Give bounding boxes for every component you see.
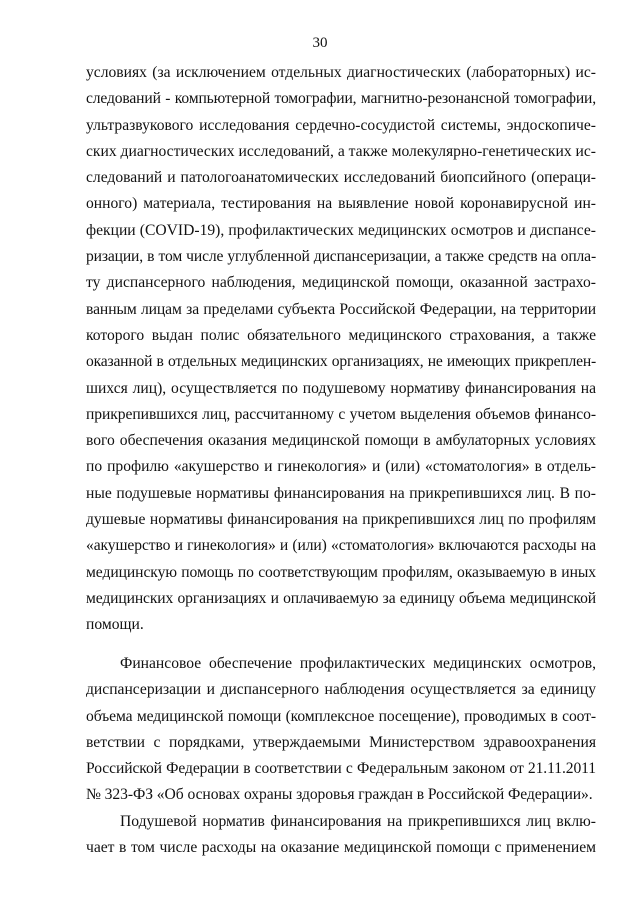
text-line: условиях (за исключением отдельных диагностических (лабораторных) ис- — [86, 64, 596, 81]
text-line: шихся лиц), осуществляется по подушевому нормативу финансирования на — [86, 379, 596, 397]
text-line: фекции (COVID-19), профилактических медицинских осмотров и диспансе- — [86, 221, 596, 239]
text-line: чает в том числе расходы на оказание медицинской помощи с применением — [86, 839, 596, 857]
text-line: ультразвукового исследования сердечно-сосудистой системы, эндоскопиче- — [86, 116, 596, 134]
text-line: объема медицинской помощи (комплексное посещение), проводимых в соот- — [86, 707, 596, 725]
text-line: которого выдан полис обязательного медицинского страхования, а также — [86, 326, 596, 344]
text-line: ные подушевые нормативы финансирования на прикрепившихся лиц. В по- — [86, 484, 596, 502]
text-line: № 323-ФЗ «Об основах охраны здоровья граждан в Российской Федерации». — [86, 786, 593, 804]
paragraph-1 — [86, 60, 596, 639]
text-line: следований - компьютерной томографии, магнитно-резонансной томографии, — [86, 90, 596, 108]
text-line: душевые нормативы финансирования на прикрепившихся лиц по профилям — [86, 511, 596, 529]
text-line: медицинскую помощь по соответствующим профилям, оказываемую в иных — [86, 563, 596, 581]
text-line: помощи. — [86, 616, 144, 634]
text-line: ванным лицам за пределами субъекта Российской Федерации, на территории — [86, 300, 596, 318]
text-line: следований и патологоанатомических исследований биопсийного (операци- — [86, 169, 596, 187]
text-line: ту диспансерного наблюдения, медицинской помощи, оказанной застрахо- — [86, 274, 596, 292]
paragraph-3 — [86, 809, 596, 862]
text-line: онного) материала, тестирования на выявление новой коронавирусной ин- — [86, 195, 596, 213]
paragraph-2 — [86, 651, 596, 809]
text-line: ских диагностических исследований, а также молекулярно-генетических ис- — [86, 142, 596, 160]
text-line: диспансеризации и диспансерного наблюдения осуществляется за единицу — [86, 681, 596, 699]
text-line: Российской Федерации в соответствии с Федеральным законом от 21.11.2011 — [86, 760, 596, 778]
text-line: ветствии с порядками, утверждаемыми Министерством здравоохранения — [86, 733, 596, 751]
text-line: Подушевой норматив финансирования на прикрепившихся лиц вклю- — [120, 813, 596, 830]
text-line: Финансовое обеспечение профилактических медицинских осмотров, — [120, 655, 596, 672]
text-line: вого обеспечения оказания медицинской помощи в амбулаторных условиях — [86, 432, 596, 450]
text-line: ризации, в том числе углубленной диспансеризации, а также средств на опла- — [86, 248, 596, 266]
text-line: прикрепившихся лиц, рассчитанному с учетом выделения объемов финансо- — [86, 405, 596, 423]
text-line: по профилю «акушерство и гинекология» и (или) «стоматология» в отдель- — [86, 458, 596, 476]
page-number: 30 — [312, 35, 328, 51]
text-line: «акушерство и гинекология» и (или) «стоматология» включаются расходы на — [86, 537, 596, 555]
text-line: оказанной в отдельных медицинских организациях, не имеющих прикреплен- — [86, 353, 596, 371]
text-line: медицинских организациях и оплачиваемую за единицу объема медицинской — [86, 589, 596, 607]
